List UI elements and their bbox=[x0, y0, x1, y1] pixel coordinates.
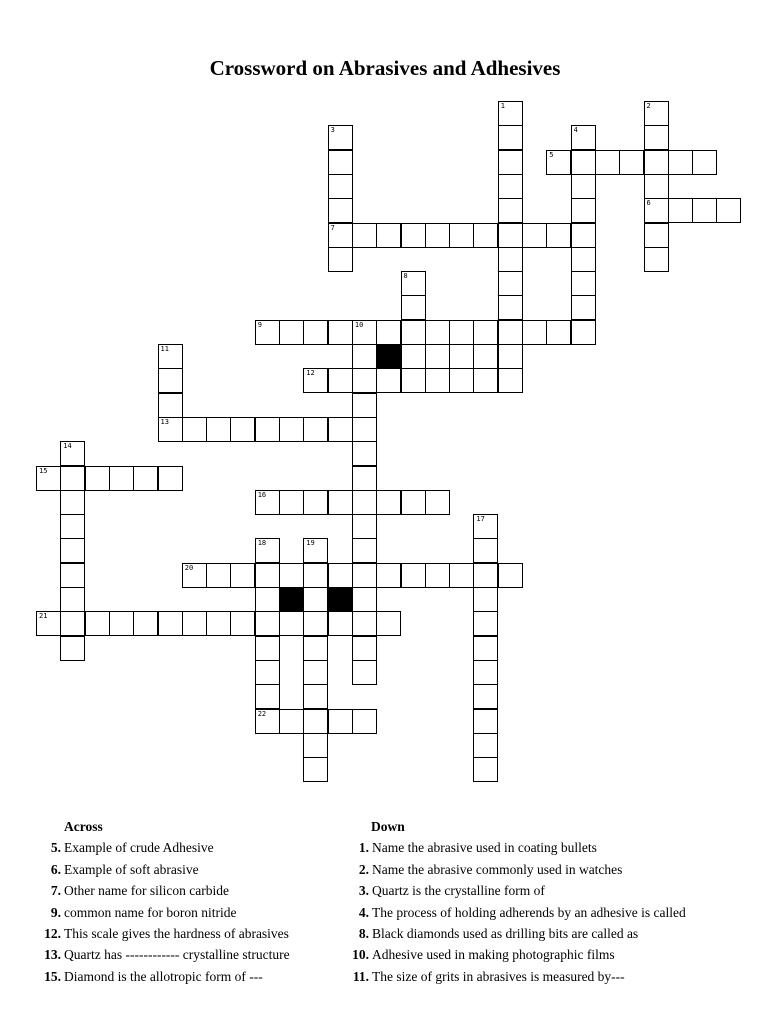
grid-cell[interactable] bbox=[255, 636, 280, 661]
clue-number: 15 bbox=[39, 466, 48, 475]
grid-cell[interactable] bbox=[449, 320, 474, 345]
clue-text: Quartz has ------------ crystalline structure bbox=[64, 947, 290, 963]
down-clue-list bbox=[345, 837, 755, 987]
grid-cell[interactable] bbox=[303, 733, 328, 758]
clue-text: The process of holding adherends by an adhesive is called bbox=[372, 904, 686, 920]
grid-cell[interactable] bbox=[376, 490, 401, 515]
grid-cell[interactable] bbox=[303, 709, 328, 734]
clue-text: Quartz is the crystalline form of bbox=[372, 883, 545, 899]
clue-number: 20 bbox=[184, 563, 194, 572]
across-clue bbox=[37, 923, 337, 944]
grid-cell[interactable] bbox=[571, 125, 596, 150]
grid-cell[interactable] bbox=[425, 320, 450, 345]
across-clue bbox=[37, 859, 337, 880]
page-title: Crossword on Abrasives and Adhesives bbox=[209, 56, 561, 80]
grid-cell[interactable] bbox=[473, 320, 498, 345]
across-clue bbox=[37, 944, 337, 965]
grid-cell[interactable] bbox=[230, 563, 255, 588]
clue-number: 6 bbox=[646, 199, 651, 208]
down-clue bbox=[345, 966, 755, 987]
grid-cell[interactable] bbox=[352, 611, 377, 636]
grid-cell[interactable] bbox=[303, 538, 328, 563]
grid-cell[interactable] bbox=[328, 125, 353, 150]
grid-cell[interactable] bbox=[401, 344, 426, 369]
clue-text: This scale gives the hardness of abrasives bbox=[64, 926, 289, 942]
down-clue bbox=[345, 902, 755, 923]
grid-cell[interactable] bbox=[303, 757, 328, 782]
grid-cell[interactable] bbox=[498, 368, 523, 393]
grid-cell[interactable] bbox=[498, 563, 523, 588]
down-clue bbox=[345, 859, 755, 880]
grid-cell[interactable] bbox=[206, 417, 231, 442]
grid-cell[interactable] bbox=[182, 563, 207, 588]
grid-cell[interactable] bbox=[279, 611, 304, 636]
clue-number: 11 bbox=[160, 345, 169, 353]
grid-cell[interactable] bbox=[352, 587, 377, 612]
grid-cell[interactable] bbox=[376, 611, 401, 636]
grid-cell[interactable] bbox=[425, 368, 450, 393]
grid-cell[interactable] bbox=[498, 271, 523, 296]
grid-cell[interactable] bbox=[36, 611, 61, 636]
grid-cell[interactable] bbox=[328, 709, 353, 734]
grid-cell[interactable] bbox=[303, 660, 328, 685]
grid-cell[interactable] bbox=[230, 611, 255, 636]
grid-cell[interactable] bbox=[498, 223, 523, 248]
grid-cell[interactable] bbox=[644, 101, 669, 126]
grid-cell[interactable] bbox=[328, 247, 353, 272]
grid-cell[interactable] bbox=[328, 611, 353, 636]
grid-cell[interactable] bbox=[352, 441, 377, 466]
clue-text: Example of crude Adhesive bbox=[64, 840, 214, 856]
grid-cell[interactable] bbox=[473, 514, 498, 539]
down-clues bbox=[345, 816, 755, 987]
grid-cell[interactable] bbox=[352, 320, 377, 345]
grid-cell[interactable] bbox=[546, 223, 571, 248]
across-clue-list bbox=[37, 837, 337, 987]
grid-cell[interactable] bbox=[182, 611, 207, 636]
grid-cell[interactable] bbox=[60, 587, 85, 612]
grid-cell[interactable] bbox=[449, 563, 474, 588]
grid-cell[interactable] bbox=[303, 636, 328, 661]
grid-cell[interactable] bbox=[60, 611, 85, 636]
grid-cell[interactable] bbox=[60, 563, 85, 588]
grid-cell[interactable] bbox=[255, 611, 280, 636]
grid-cell[interactable] bbox=[546, 150, 571, 175]
grid-cell[interactable] bbox=[255, 490, 280, 515]
grid-cell[interactable] bbox=[571, 247, 596, 272]
clue-num: 5. bbox=[50, 840, 61, 856]
clue-num: 12. bbox=[44, 926, 61, 942]
grid-cell[interactable] bbox=[473, 733, 498, 758]
grid-cell[interactable] bbox=[401, 320, 426, 345]
clue-num: 11. bbox=[352, 968, 369, 984]
clue-num: 2. bbox=[358, 861, 369, 877]
grid-cell[interactable] bbox=[328, 174, 353, 199]
grid-cell[interactable] bbox=[376, 223, 401, 248]
grid-cell[interactable] bbox=[60, 514, 85, 539]
grid-cell[interactable] bbox=[473, 587, 498, 612]
clue-number: 18 bbox=[257, 539, 267, 548]
grid-cell[interactable] bbox=[692, 198, 717, 223]
clue-num: 1. bbox=[358, 840, 369, 856]
grid-cell[interactable] bbox=[571, 174, 596, 199]
down-clue bbox=[345, 880, 755, 901]
grid-cell[interactable] bbox=[158, 417, 183, 442]
grid-cell[interactable] bbox=[206, 563, 231, 588]
grid-cell[interactable] bbox=[498, 174, 523, 199]
grid-cell[interactable] bbox=[449, 368, 474, 393]
grid-cell[interactable] bbox=[255, 563, 280, 588]
down-clue bbox=[345, 837, 755, 858]
grid-cell[interactable] bbox=[303, 611, 328, 636]
grid-cell[interactable] bbox=[60, 538, 85, 563]
grid-cell[interactable] bbox=[352, 466, 377, 491]
clue-number: 16 bbox=[257, 490, 267, 499]
clue-text: The size of grits in abrasives is measured by--- bbox=[372, 968, 625, 984]
grid-cell[interactable] bbox=[352, 514, 377, 539]
grid-cell[interactable] bbox=[352, 490, 377, 515]
grid-cell[interactable] bbox=[279, 563, 304, 588]
grid-cell[interactable] bbox=[303, 368, 328, 393]
across-clue bbox=[37, 902, 337, 923]
grid-cell[interactable] bbox=[449, 344, 474, 369]
clue-num: 6. bbox=[50, 861, 61, 877]
grid-cell[interactable] bbox=[571, 320, 596, 345]
grid-cell[interactable] bbox=[255, 684, 280, 709]
down-heading: Down bbox=[371, 819, 405, 834]
grid-cell[interactable] bbox=[401, 490, 426, 515]
clue-text: Adhesive used in making photographic films bbox=[372, 947, 615, 963]
grid-cell[interactable] bbox=[60, 636, 85, 661]
grid-cell[interactable] bbox=[255, 709, 280, 734]
clue-num: 4. bbox=[358, 904, 369, 920]
grid-cell[interactable] bbox=[352, 636, 377, 661]
grid-cell[interactable] bbox=[473, 344, 498, 369]
clue-num: 7. bbox=[50, 883, 61, 899]
grid-cell[interactable] bbox=[401, 223, 426, 248]
grid-cell[interactable] bbox=[449, 223, 474, 248]
grid-cell[interactable] bbox=[133, 611, 158, 636]
grid-cell[interactable] bbox=[328, 490, 353, 515]
grid-cell[interactable] bbox=[328, 223, 353, 248]
grid-cell[interactable] bbox=[644, 223, 669, 248]
clue-text: Example of soft abrasive bbox=[64, 861, 199, 877]
grid-cell[interactable] bbox=[473, 684, 498, 709]
clue-num: 13. bbox=[44, 947, 61, 963]
grid-cell[interactable] bbox=[352, 417, 377, 442]
grid-cell[interactable] bbox=[425, 490, 450, 515]
grid-cell[interactable] bbox=[522, 223, 547, 248]
grid-cell[interactable] bbox=[522, 320, 547, 345]
clue-text: Name the abrasive used in coating bullets bbox=[372, 840, 597, 856]
grid-cell[interactable] bbox=[182, 417, 207, 442]
grid-cell[interactable] bbox=[473, 563, 498, 588]
grid-cell[interactable] bbox=[255, 538, 280, 563]
grid-cell[interactable] bbox=[473, 709, 498, 734]
clue-number: 8 bbox=[403, 272, 408, 281]
grid-cell[interactable] bbox=[85, 466, 110, 491]
grid-cell[interactable] bbox=[328, 417, 353, 442]
clue-text: Name the abrasive commonly used in watches bbox=[372, 861, 623, 877]
grid-cell[interactable] bbox=[85, 611, 110, 636]
grid-cell[interactable] bbox=[425, 563, 450, 588]
grid-cell[interactable] bbox=[498, 320, 523, 345]
grid-cell[interactable] bbox=[498, 295, 523, 320]
grid-cell[interactable] bbox=[376, 563, 401, 588]
grid-cell[interactable] bbox=[401, 271, 426, 296]
grid-cell[interactable] bbox=[498, 344, 523, 369]
grid-cell[interactable] bbox=[352, 538, 377, 563]
grid-cell[interactable] bbox=[303, 320, 328, 345]
grid-cell[interactable] bbox=[328, 198, 353, 223]
down-clue bbox=[345, 944, 755, 965]
grid-cell[interactable] bbox=[716, 198, 741, 223]
grid-cell[interactable] bbox=[644, 150, 669, 175]
grid-cell[interactable] bbox=[571, 198, 596, 223]
grid-cell[interactable] bbox=[158, 393, 183, 418]
grid-cell[interactable] bbox=[255, 417, 280, 442]
across-heading: Across bbox=[64, 819, 103, 834]
grid-cell[interactable] bbox=[425, 344, 450, 369]
clue-number: 10 bbox=[354, 320, 364, 329]
grid-cell[interactable] bbox=[60, 466, 85, 491]
black-cell bbox=[328, 587, 353, 612]
grid-cell[interactable] bbox=[36, 466, 61, 491]
clue-num: 10. bbox=[352, 947, 369, 963]
clue-number: 12 bbox=[306, 369, 315, 378]
clue-number: 19 bbox=[306, 539, 315, 548]
grid-cell[interactable] bbox=[352, 393, 377, 418]
grid-cell[interactable] bbox=[109, 466, 134, 491]
grid-cell[interactable] bbox=[644, 125, 669, 150]
grid-cell[interactable] bbox=[473, 660, 498, 685]
grid-cell[interactable] bbox=[133, 466, 158, 491]
grid-cell[interactable] bbox=[473, 757, 498, 782]
clue-text: common name for boron nitride bbox=[64, 904, 237, 920]
grid-cell[interactable] bbox=[328, 563, 353, 588]
across-clue bbox=[37, 837, 337, 858]
grid-cell[interactable] bbox=[498, 198, 523, 223]
grid-cell[interactable] bbox=[498, 125, 523, 150]
grid-cell[interactable] bbox=[546, 320, 571, 345]
clue-text: Black diamonds used as drilling bits are called as bbox=[372, 926, 639, 942]
grid-cell[interactable] bbox=[255, 660, 280, 685]
clue-num: 9. bbox=[50, 904, 61, 920]
clue-number: 7 bbox=[330, 223, 335, 232]
across-clue bbox=[37, 966, 337, 987]
grid-cell[interactable] bbox=[352, 709, 377, 734]
grid-cell[interactable] bbox=[401, 368, 426, 393]
grid-cell[interactable] bbox=[230, 417, 255, 442]
grid-cell[interactable] bbox=[644, 174, 669, 199]
grid-cell[interactable] bbox=[473, 611, 498, 636]
grid-cell[interactable] bbox=[473, 636, 498, 661]
grid-cell[interactable] bbox=[644, 198, 669, 223]
clue-text: Other name for silicon carbide bbox=[64, 883, 229, 899]
clue-number: 14 bbox=[63, 442, 72, 451]
grid-cell[interactable] bbox=[692, 150, 717, 175]
black-cell bbox=[376, 344, 401, 369]
grid-cell[interactable] bbox=[498, 101, 523, 126]
clue-number: 22 bbox=[257, 709, 267, 718]
clue-num: 15. bbox=[44, 968, 61, 984]
grid-cell[interactable] bbox=[303, 490, 328, 515]
grid-cell[interactable] bbox=[352, 660, 377, 685]
grid-cell[interactable] bbox=[328, 320, 353, 345]
grid-cell[interactable] bbox=[60, 441, 85, 466]
grid-cell[interactable] bbox=[376, 320, 401, 345]
grid-cell[interactable] bbox=[303, 684, 328, 709]
grid-cell[interactable] bbox=[473, 223, 498, 248]
clue-number: 13 bbox=[160, 417, 169, 426]
grid-cell[interactable] bbox=[60, 490, 85, 515]
grid-cell[interactable] bbox=[279, 320, 304, 345]
grid-cell[interactable] bbox=[571, 271, 596, 296]
clue-number: 4 bbox=[573, 126, 578, 135]
grid-cell[interactable] bbox=[206, 611, 231, 636]
grid-cell[interactable] bbox=[401, 563, 426, 588]
clue-number: 5 bbox=[549, 150, 554, 159]
grid-cell[interactable] bbox=[473, 538, 498, 563]
grid-cell[interactable] bbox=[668, 198, 693, 223]
grid-cell[interactable] bbox=[303, 587, 328, 612]
grid-cell[interactable] bbox=[303, 417, 328, 442]
grid-cell[interactable] bbox=[255, 587, 280, 612]
grid-cell[interactable] bbox=[158, 611, 183, 636]
clue-number: 3 bbox=[330, 126, 335, 135]
grid-cell[interactable] bbox=[619, 150, 644, 175]
grid-cell[interactable] bbox=[109, 611, 134, 636]
clue-number: 1 bbox=[500, 102, 505, 110]
grid-cell[interactable] bbox=[401, 295, 426, 320]
grid-cell[interactable] bbox=[279, 417, 304, 442]
across-clues bbox=[37, 816, 337, 987]
grid-cell[interactable] bbox=[303, 563, 328, 588]
grid-cell[interactable] bbox=[352, 368, 377, 393]
grid-cell[interactable] bbox=[498, 247, 523, 272]
down-clue bbox=[345, 923, 755, 944]
grid-cell[interactable] bbox=[158, 344, 183, 369]
grid-cell[interactable] bbox=[328, 150, 353, 175]
grid-cell[interactable] bbox=[595, 150, 620, 175]
grid-cell[interactable] bbox=[328, 368, 353, 393]
clue-number: 2 bbox=[646, 102, 651, 110]
grid-cell[interactable] bbox=[352, 563, 377, 588]
grid-cell[interactable] bbox=[473, 368, 498, 393]
grid-cell[interactable] bbox=[255, 320, 280, 345]
grid-cell[interactable] bbox=[644, 247, 669, 272]
grid-cell[interactable] bbox=[279, 490, 304, 515]
grid-cell[interactable] bbox=[158, 368, 183, 393]
grid-cell[interactable] bbox=[279, 709, 304, 734]
clue-number: 9 bbox=[257, 320, 262, 329]
grid-cell[interactable] bbox=[571, 223, 596, 248]
grid-cell[interactable] bbox=[571, 150, 596, 175]
grid-cell[interactable] bbox=[352, 344, 377, 369]
grid-cell[interactable] bbox=[668, 150, 693, 175]
clue-number: 21 bbox=[39, 612, 48, 621]
grid-cell[interactable] bbox=[498, 150, 523, 175]
black-cell bbox=[279, 587, 304, 612]
grid-cell[interactable] bbox=[158, 466, 183, 491]
clue-text: Diamond is the allotropic form of --- bbox=[64, 968, 263, 984]
grid-cell[interactable] bbox=[376, 368, 401, 393]
clue-num: 8. bbox=[358, 926, 369, 942]
grid-cell[interactable] bbox=[352, 223, 377, 248]
grid-cell[interactable] bbox=[571, 295, 596, 320]
grid-cell[interactable] bbox=[425, 223, 450, 248]
clue-number: 17 bbox=[476, 515, 485, 524]
clue-num: 3. bbox=[358, 883, 369, 899]
across-clue bbox=[37, 880, 337, 901]
